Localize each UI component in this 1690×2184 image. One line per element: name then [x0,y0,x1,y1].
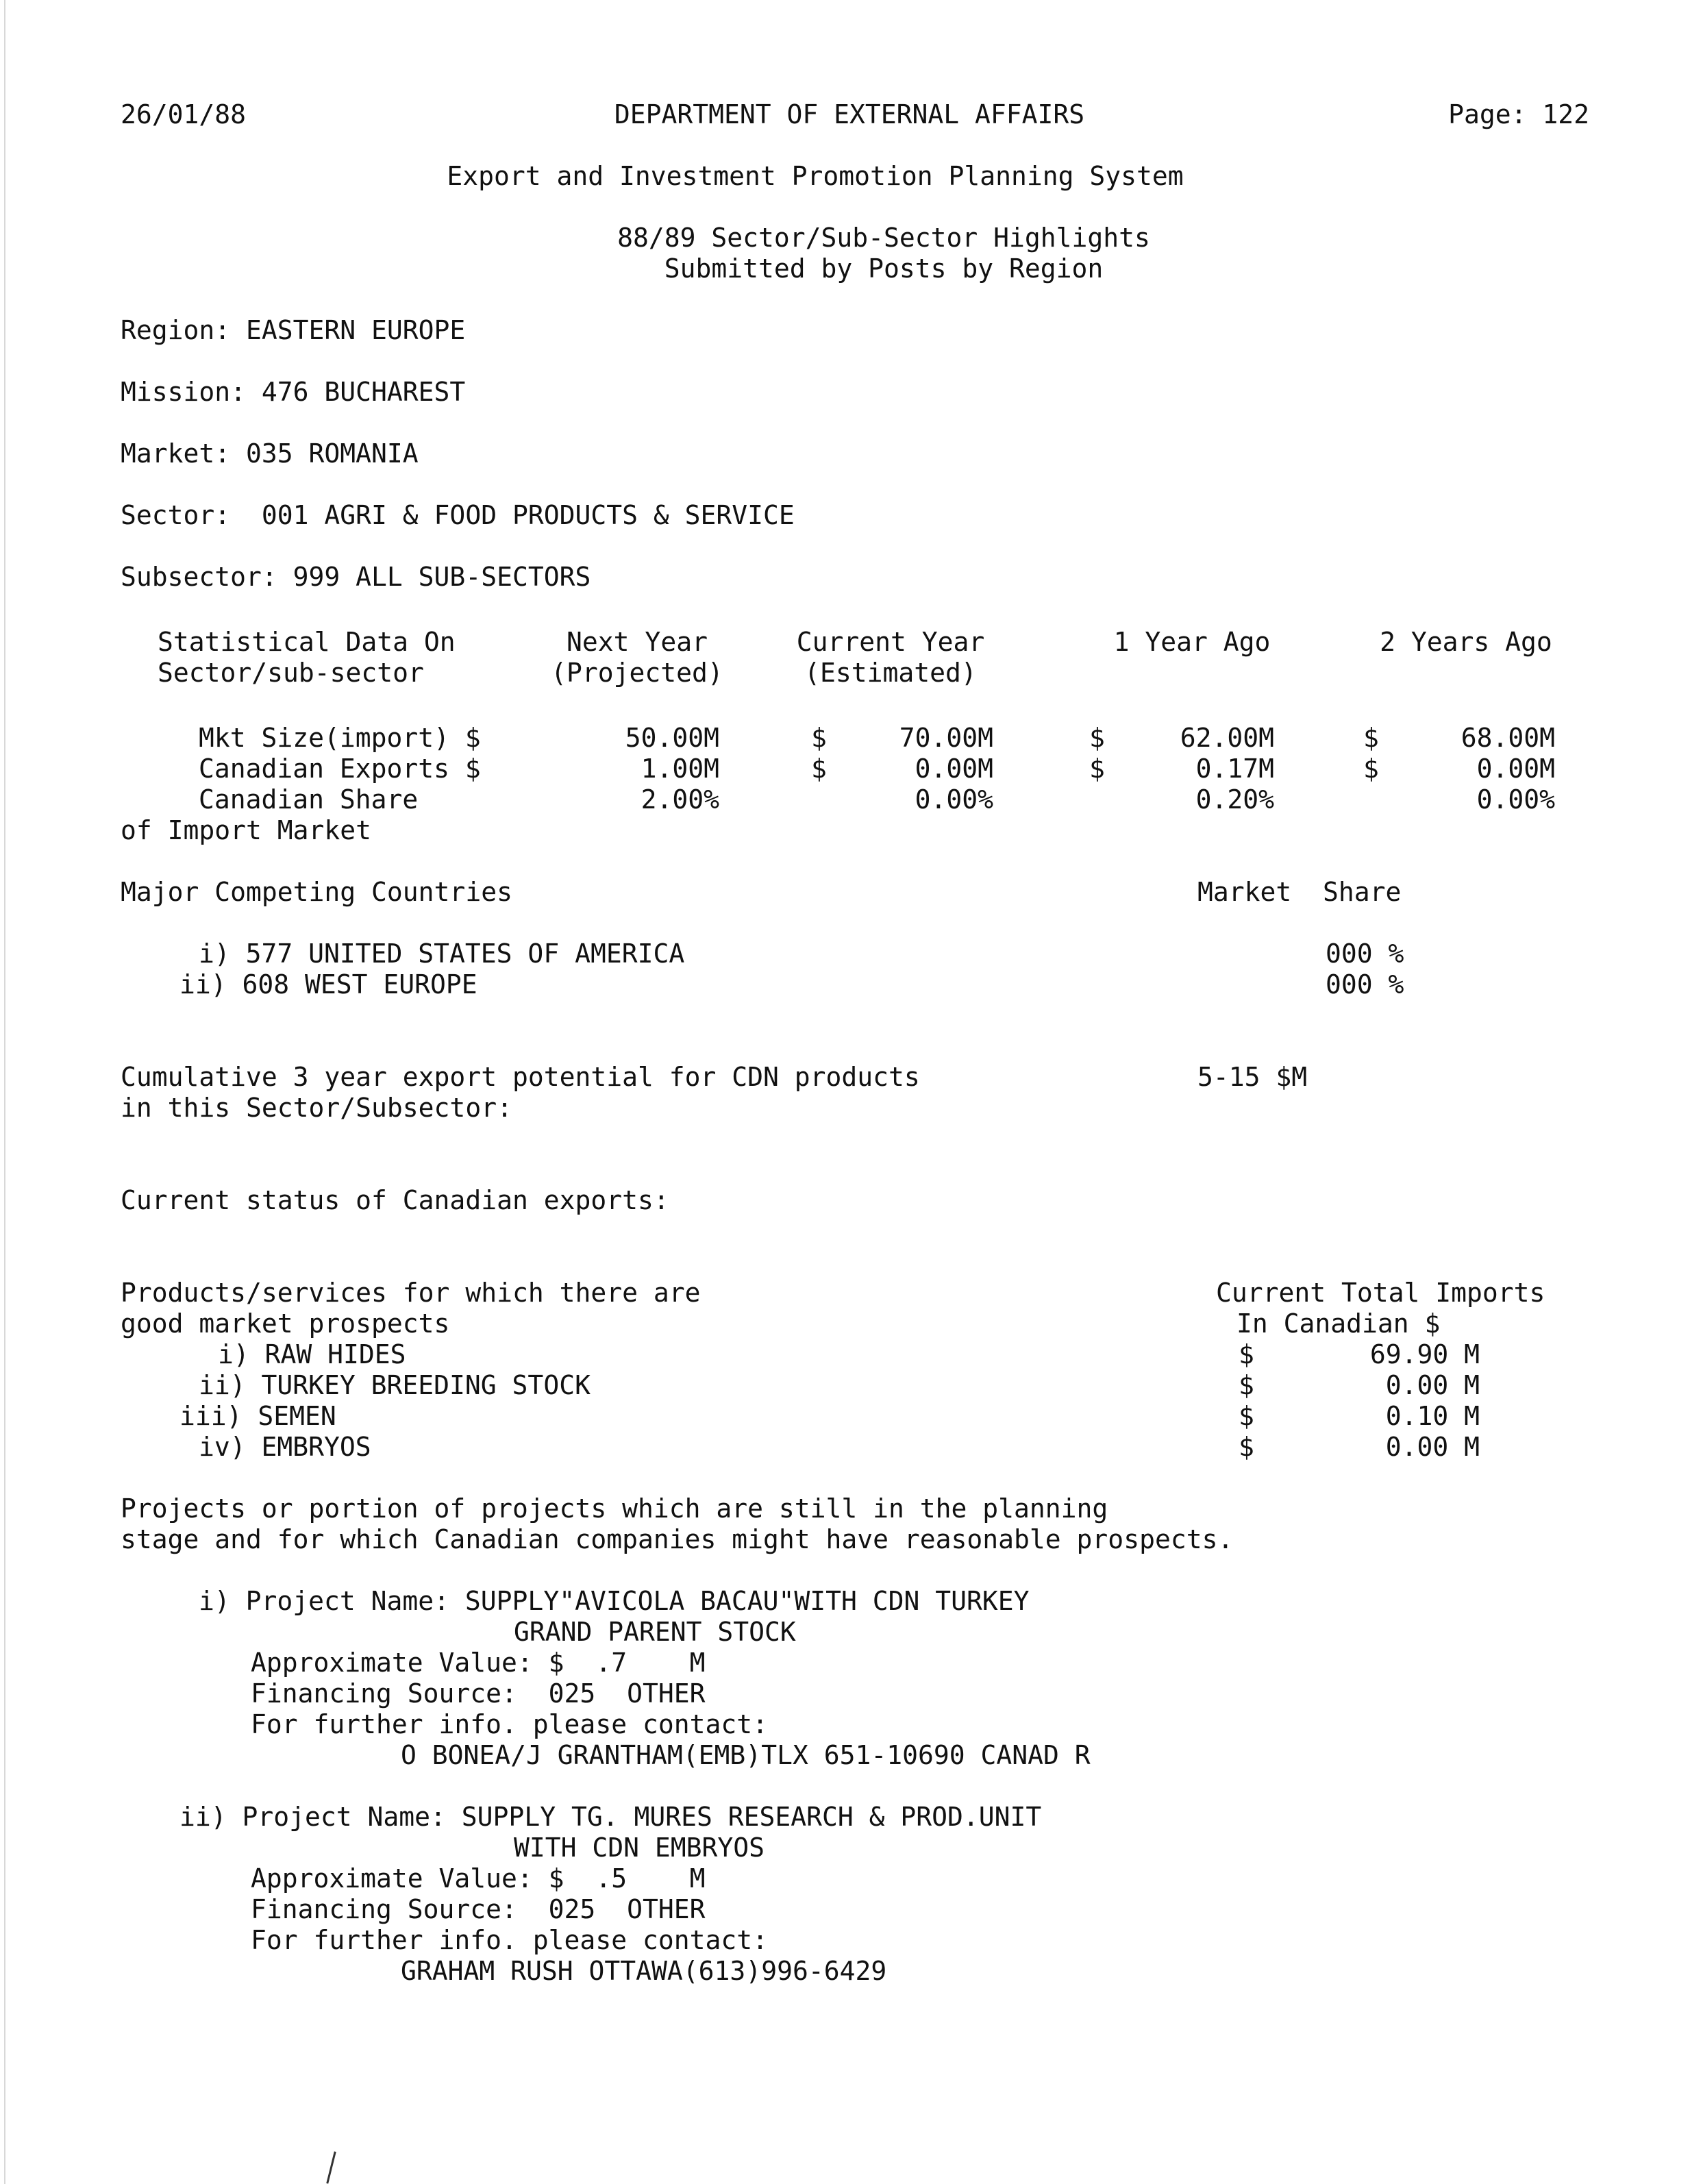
market-share-header: Market Share [1197,877,1402,907]
imports-header: Current Total Imports [1216,1278,1545,1308]
project-contact-label: For further info. please contact: [251,1709,768,1739]
product-item: iv) EMBRYOS [199,1432,371,1462]
products-heading: Products/services for which there are [121,1278,701,1308]
scan-edge-line [4,0,5,2184]
competitor-item: i) 577 UNITED STATES OF AMERICA [199,939,685,969]
stats-row-label: Canadian Exports $ [199,754,481,784]
report-date: 26/01/88 [121,99,247,129]
project-value: Approximate Value: $ .5 M [251,1863,706,1894]
product-import-value: 0.10 M [1385,1401,1480,1431]
project-financing: Financing Source: 025 OTHER [251,1894,706,1924]
currency-symbol: $ [1239,1432,1254,1462]
stats-row-label: Canadian Share [199,784,419,815]
project-contact-label: For further info. please contact: [251,1925,768,1955]
project-name-continuation: GRAND PARENT STOCK [514,1617,796,1647]
currency-symbol: $ [1363,754,1379,784]
stats-header-next-year: Next Year [567,627,708,657]
product-import-value: 0.00 M [1385,1370,1480,1400]
report-subtitle-2: Submitted by Posts by Region [664,253,1104,284]
stats-cell-current: 0.00M [915,754,993,784]
sector-line: Sector: 001 AGRI & FOOD PRODUCTS & SERVICE [121,500,795,530]
market-line: Market: 035 ROMANIA [121,438,419,469]
export-potential-value: 5-15 $M [1197,1062,1308,1092]
export-potential-label-2: in this Sector/Subsector: [121,1093,512,1123]
region-line: Region: EASTERN EUROPE [121,315,466,345]
stats-cell-1-year-ago: 62.00M [1180,723,1274,753]
project-name-continuation: WITH CDN EMBRYOS [514,1833,765,1863]
stats-header-projected: (Projected) [551,658,723,688]
stats-cell-2-years-ago: 0.00M [1476,754,1555,784]
project-value: Approximate Value: $ .7 M [251,1648,706,1678]
competitor-item: ii) 608 WEST EUROPE [179,969,477,1000]
stats-header-current-year: Current Year [796,627,985,657]
projects-intro: Projects or portion of projects which are still in the planning [121,1493,1108,1524]
stats-cell-next: 1.00M [641,754,719,784]
product-item: ii) TURKEY BREEDING STOCK [199,1370,591,1400]
subsector-line: Subsector: 999 ALL SUB-SECTORS [121,562,591,592]
export-potential-label: Cumulative 3 year export potential for CDN products [121,1062,920,1092]
stats-cell-current: 0.00% [915,784,993,815]
report-subtitle: 88/89 Sector/Sub-Sector Highlights [617,223,1150,253]
stats-cell-next: 50.00M [625,723,719,753]
stats-cell-1-year-ago: 0.17M [1195,754,1274,784]
stats-cell-2-years-ago: 68.00M [1461,723,1555,753]
currency-symbol: $ [1239,1401,1254,1431]
department-name: DEPARTMENT OF EXTERNAL AFFAIRS [614,99,1085,129]
currency-symbol: $ [811,754,827,784]
system-title: Export and Investment Promotion Planning System [447,161,1184,191]
imports-header-2: In Canadian $ [1237,1308,1441,1339]
project-name: i) Project Name: SUPPLY"AVICOLA BACAU"WITH CDN TURKEY [199,1586,1030,1616]
product-import-value: 69.90 M [1369,1339,1480,1369]
stats-header-1-year-ago: 1 Year Ago [1113,627,1271,657]
stats-header-label-2: Sector/sub-sector [158,658,424,688]
pen-mark [326,2151,336,2183]
competitor-share: 000 % [1326,969,1404,1000]
projects-intro-2: stage and for which Canadian companies might have reasonable prospects. [121,1524,1234,1554]
currency-symbol: $ [811,723,827,753]
stats-header-label: Statistical Data On [158,627,456,657]
stats-cell-current: 70.00M [899,723,993,753]
stats-row-label: Mkt Size(import) $ [199,723,481,753]
currency-symbol: $ [1363,723,1379,753]
project-contact: O BONEA/J GRANTHAM(EMB)TLX 651-10690 CANAD R [401,1740,1091,1770]
project-name: ii) Project Name: SUPPLY TG. MURES RESEARCH & PROD.UNIT [179,1802,1042,1832]
project-contact: GRAHAM RUSH OTTAWA(613)996-6429 [401,1956,887,1986]
stats-cell-next: 2.00% [641,784,719,815]
page-number: Page: 122 [1448,99,1589,129]
competitors-title: Major Competing Countries [121,877,512,907]
stats-cell-2-years-ago: 0.00% [1476,784,1555,815]
product-item: i) RAW HIDES [218,1339,406,1369]
currency-symbol: $ [1089,723,1105,753]
currency-symbol: $ [1089,754,1105,784]
currency-symbol: $ [1239,1339,1254,1369]
project-financing: Financing Source: 025 OTHER [251,1678,706,1709]
mission-line: Mission: 476 BUCHAREST [121,377,466,407]
stats-header-2-years-ago: 2 Years Ago [1380,627,1552,657]
product-import-value: 0.00 M [1385,1432,1480,1462]
product-item: iii) SEMEN [179,1401,336,1431]
currency-symbol: $ [1239,1370,1254,1400]
products-heading-2: good market prospects [121,1308,450,1339]
export-status-label: Current status of Canadian exports: [121,1185,669,1215]
stats-cell-1-year-ago: 0.20% [1195,784,1274,815]
stats-row-label-continuation: of Import Market [121,815,372,845]
stats-header-estimated: (Estimated) [804,658,977,688]
competitor-share: 000 % [1326,939,1404,969]
